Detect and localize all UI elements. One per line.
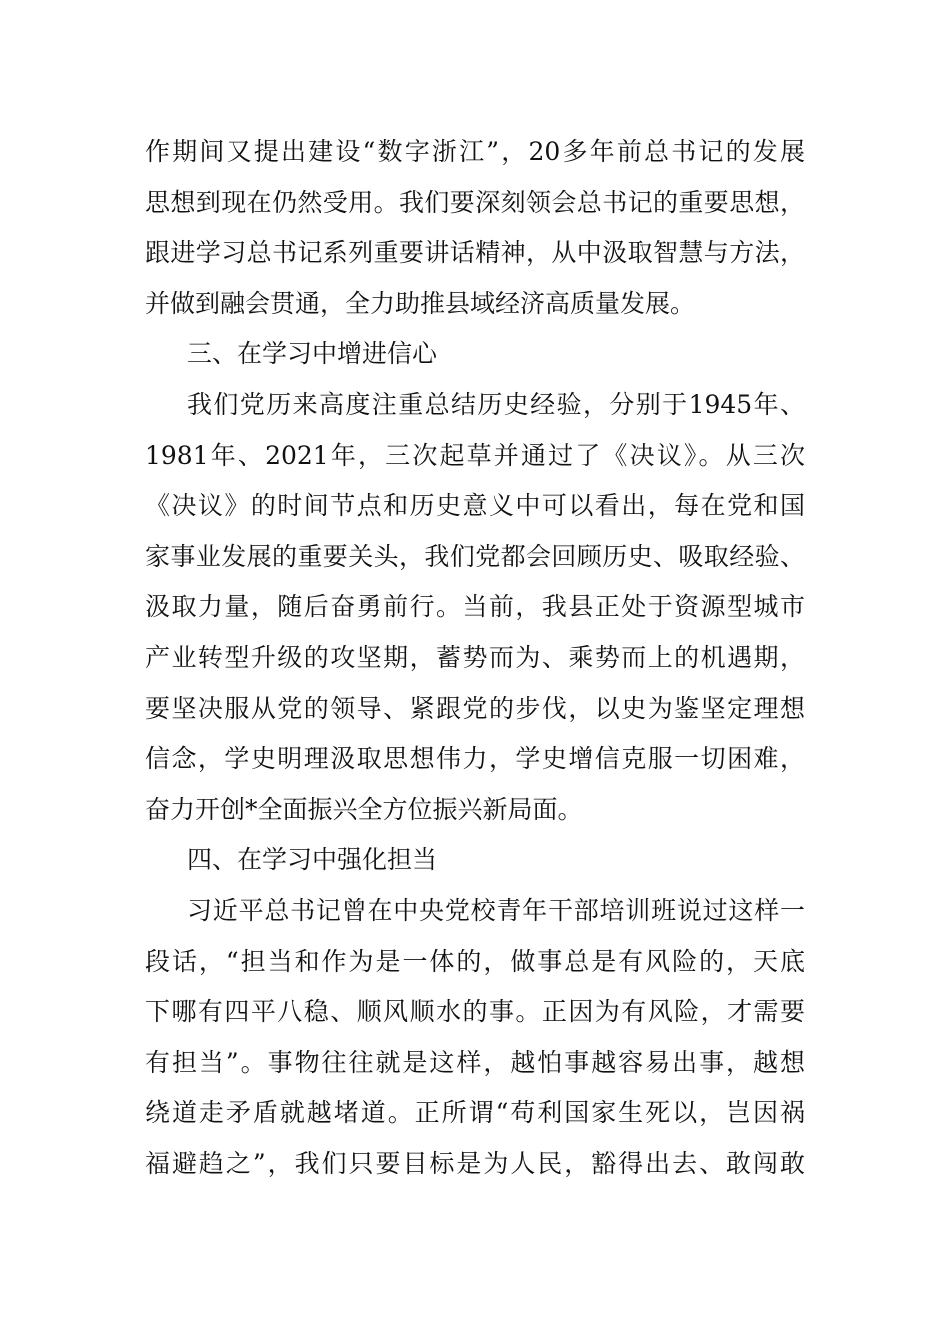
text-line: 段话，“担当和作为是一体的，做事总是有风险的，天底 (145, 946, 805, 976)
text-line: 产业转型升级的攻坚期，蓄势而为、乘势而上的机遇期， (145, 642, 805, 672)
text-line: 我们党历来高度注重总结历史经验，分别于1945年、 (187, 389, 805, 419)
text-line: 要坚决服从党的领导、紧跟党的步伐，以史为鉴坚定理想 (145, 693, 805, 723)
text-line: 信念，学史明理汲取思想伟力，学史增信克服一切困难， (145, 744, 805, 774)
text-line: 习近平总书记曾在中央党校青年干部培训班说过这样一 (187, 895, 805, 925)
text-line: 思想到现在仍然受用。我们要深刻领会总书记的重要思想， (145, 187, 805, 217)
text-line: 并做到融会贯通，全力助推县域经济高质量发展。 (145, 288, 696, 318)
text-line: 家事业发展的重要关头，我们党都会回顾历史、吸取经验、 (145, 541, 805, 571)
text-line: 四、在学习中强化担当 (187, 845, 438, 875)
text-line: 绕道走矛盾就越堵道。正所谓“苟利国家生死以，岂因祸 (145, 1098, 805, 1128)
text-line: 《决议》的时间节点和历史意义中可以看出，每在党和国 (145, 491, 805, 521)
text-line: 有担当”。事物往往就是这样，越怕事越容易出事，越想 (145, 1047, 805, 1077)
text-line: 福避趋之”，我们只要目标是为人民，豁得出去、敢闯敢 (145, 1148, 805, 1178)
text-line: 下哪有四平八稳、顺风顺水的事。正因为有风险，才需要 (145, 997, 805, 1027)
text-line: 跟进学习总书记系列重要讲话精神，从中汲取智慧与方法， (145, 238, 805, 268)
text-line: 作期间又提出建设“数字浙江”，20多年前总书记的发展 (145, 137, 805, 166)
text-line: 三、在学习中增进信心 (187, 339, 438, 369)
document-body (145, 127, 805, 1189)
text-line: 奋力开创*全面振兴全方位振兴新局面。 (145, 794, 583, 824)
text-line: 汲取力量，随后奋勇前行。当前，我县正处于资源型城市 (145, 592, 805, 622)
text-line: 1981年、2021年，三次起草并通过了《决议》。从三次 (145, 440, 805, 470)
